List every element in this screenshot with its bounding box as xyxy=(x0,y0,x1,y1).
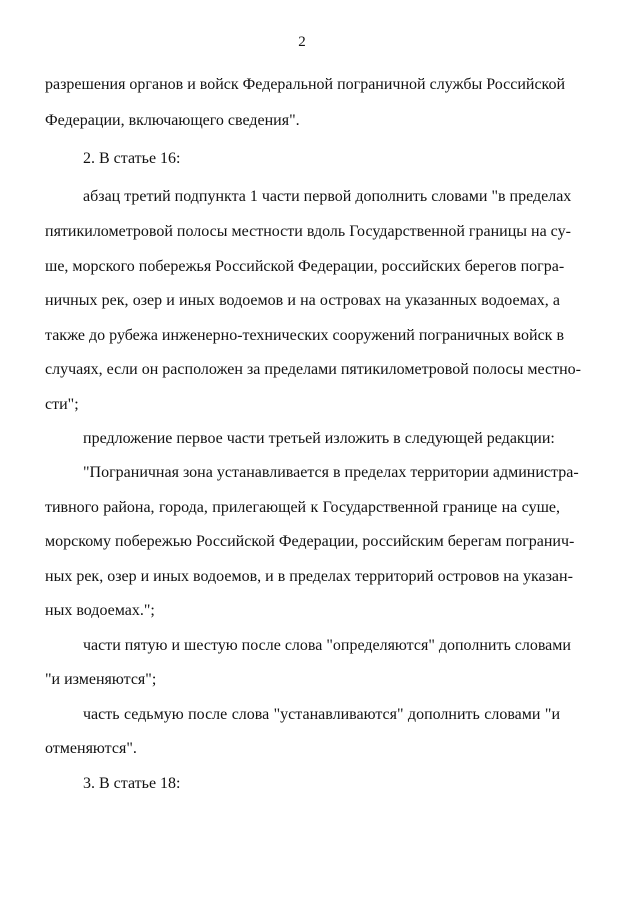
text-line: "Пограничная зона устанавливается в пределах территории администра- xyxy=(83,464,579,481)
text-line: морскому побережью Российской Федерации, российским берегам погранич- xyxy=(45,533,575,550)
text-line: ше, морского побережья Российской Федерации, российских берегов погра- xyxy=(45,258,565,275)
text-line: разрешения органов и войск Федеральной пограничной службы Российской xyxy=(45,76,566,93)
text-line: ных водоемах."; xyxy=(45,602,155,619)
text-line: случаях, если он расположен за пределами пятикилометровой полосы местно- xyxy=(45,361,581,378)
page-number: 2 xyxy=(298,34,306,50)
text-line: "и изменяются"; xyxy=(45,671,157,688)
text-line: часть седьмую после слова "устанавливаются" дополнить словами "и xyxy=(83,706,560,723)
text-line: ничных рек, озер и иных водоемов и на островах на указанных водоемах, а xyxy=(45,292,560,309)
text-line: предложение первое части третьей изложить в следующей редакции: xyxy=(83,430,555,447)
text-line: ных рек, озер и иных водоемов, и в пределах территорий островов на указан- xyxy=(45,568,573,585)
text-line: абзац третий подпункта 1 части первой дополнить словами "в пределах xyxy=(83,188,572,205)
text-line: Федерации, включающего сведения". xyxy=(45,112,300,129)
text-line: 3. В статье 18: xyxy=(83,775,181,792)
text-line: сти"; xyxy=(45,396,79,413)
text-line: отменяются". xyxy=(45,740,137,757)
text-line: части пятую и шестую после слова "определяются" дополнить словами xyxy=(83,637,571,654)
text-line: также до рубежа инженерно-технических сооружений пограничных войск в xyxy=(45,327,564,344)
text-line: пятикилометровой полосы местности вдоль Государственной границы на су- xyxy=(45,223,571,240)
text-line: тивного района, города, прилегающей к Государственной границе на суше, xyxy=(45,499,560,516)
text-line: 2. В статье 16: xyxy=(83,150,181,167)
